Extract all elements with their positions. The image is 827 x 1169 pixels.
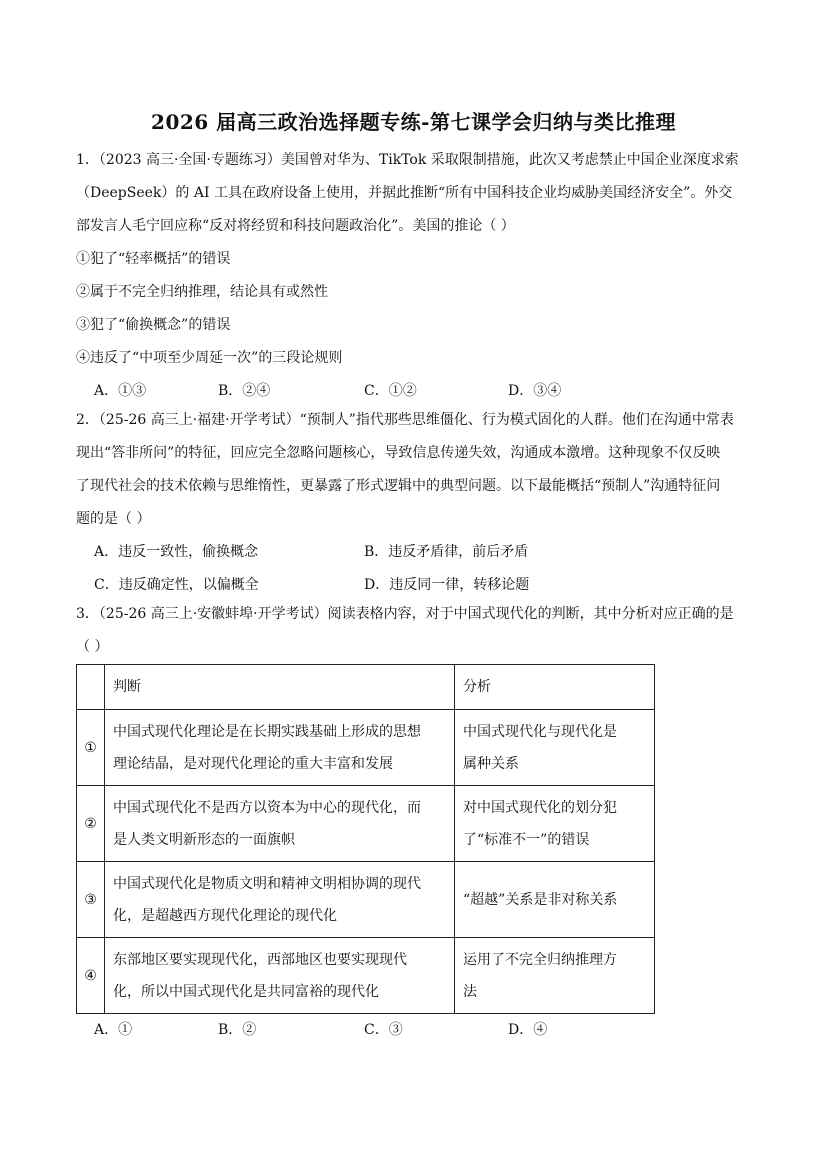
- analysis-line: 法: [463, 983, 477, 1000]
- table-row-judgement: [105, 710, 455, 786]
- analysis-line: 了“标准不一”的错误: [463, 831, 590, 848]
- question-1: [76, 144, 752, 408]
- question-1-statement-4: ④违反了“中项至少周延一次”的三段论规则: [76, 350, 343, 366]
- question-3-option-d[interactable]: D．④: [508, 1022, 548, 1038]
- judgement-line: 中国式现代化理论是在长期实践基础上形成的思想: [113, 723, 421, 740]
- question-3-answer-options: [76, 1014, 752, 1047]
- question-2-stem-line-4: 题的是（ ）: [76, 511, 151, 527]
- question-1-option-a[interactable]: A．①③: [94, 383, 147, 399]
- question-3: [76, 598, 752, 664]
- analysis-line: 对中国式现代化的划分犯: [463, 799, 617, 816]
- judgement-line: 理论结晶，是对现代化理论的重大丰富和发展: [113, 755, 393, 772]
- question-2-stem-line-1: 2．（25-26 高三上·福建·开学考试）“预制人”指代那些思维僵化、行为模式固化的人群。他们在沟通中常表: [76, 412, 734, 428]
- question-3-option-c[interactable]: C．③: [364, 1022, 403, 1038]
- table-row-analysis: [455, 938, 655, 1014]
- table-row-number: ④: [77, 938, 105, 1014]
- page-title: 2026 届高三政治选择题专练-第七课学会归纳与类比推理: [151, 110, 676, 134]
- table-row: [77, 938, 655, 1014]
- question-1-statement-1: ①犯了“轻率概括”的错误: [76, 251, 231, 267]
- table-row: [77, 862, 655, 938]
- table-header-row: [77, 665, 655, 710]
- analysis-line: 中国式现代化与现代化是: [463, 723, 617, 740]
- question-1-option-d[interactable]: D．③④: [508, 383, 562, 399]
- analysis-line: “超越”关系是非对称关系: [463, 891, 618, 908]
- table-header-analysis: 分析: [455, 665, 655, 710]
- table-row-number: ③: [77, 862, 105, 938]
- table-row-analysis: [455, 862, 655, 938]
- question-1-statement-2: ②属于不完全归纳推理，结论具有或然性: [76, 284, 328, 300]
- question-3-option-b[interactable]: B．②: [218, 1022, 257, 1038]
- question-2-stem-line-3: 了现代社会的技术依赖与思维惰性，更暴露了形式逻辑中的典型问题。以下最能概括“预制人”沟通特征问: [76, 478, 721, 494]
- table-row-number: ①: [77, 710, 105, 786]
- question-2-option-a[interactable]: A．违反一致性，偷换概念: [94, 544, 259, 560]
- question-2-option-b[interactable]: B．违反矛盾律，前后矛盾: [364, 544, 529, 560]
- question-1-option-c[interactable]: C．①②: [364, 383, 417, 399]
- question-1-stem-line-3: 部发言人毛宁回应称“反对将经贸和科技问题政治化”。美国的推论（ ）: [76, 218, 515, 234]
- question-2-stem-line-2: 现出“答非所问”的特征，回应完全忽略问题核心，导致信息传递失效，沟通成本激增。这种现象不仅反映: [76, 445, 721, 461]
- table-row-judgement: [105, 786, 455, 862]
- table-row-analysis: [455, 710, 655, 786]
- question-2-option-d[interactable]: D．违反同一律，转移论题: [364, 577, 530, 593]
- question-1-stem-line-2: （DeepSeek）的 AI 工具在政府设备上使用，并据此推断“所有中国科技企业均威胁美国经济安全”。外交: [76, 185, 733, 201]
- question-3-option-a[interactable]: A．①: [94, 1022, 133, 1038]
- judgement-line: 中国式现代化是物质文明和精神文明相协调的现代: [113, 875, 421, 892]
- analysis-line: 运用了不完全归纳推理方: [463, 951, 617, 968]
- table-row-analysis: [455, 786, 655, 862]
- table-header-cell-empty: [77, 665, 105, 710]
- table-row-judgement: [105, 862, 455, 938]
- judgement-line: 化，是超越西方现代化理论的现代化: [113, 907, 337, 924]
- question-3-stem-line-1: 3．（25-26 高三上·安徽蚌埠·开学考试）阅读表格内容，对于中国式现代化的判断，其中分析对应正确的是: [76, 606, 734, 622]
- judgement-line: 东部地区要实现现代化，西部地区也要实现现代: [113, 951, 407, 968]
- question-2-options-row-1: [76, 536, 752, 569]
- question-1-option-b[interactable]: B．②④: [218, 383, 271, 399]
- question-3-options: [76, 1014, 752, 1047]
- table-row-judgement: [105, 938, 455, 1014]
- analysis-line: 属种关系: [463, 755, 519, 772]
- question-3-table: [76, 664, 655, 1014]
- table-row: [77, 710, 655, 786]
- question-1-stem-line-1: 1．（2023 高三·全国·专题练习）美国曾对华为、TikTok 采取限制措施，此次又考虑禁止中国企业深度求索: [76, 152, 739, 168]
- judgement-line: 化，所以中国式现代化是共同富裕的现代化: [113, 983, 379, 1000]
- question-2-option-c[interactable]: C．违反确定性，以偏概全: [94, 577, 259, 593]
- table-row-number: ②: [77, 786, 105, 862]
- table-row: [77, 786, 655, 862]
- question-3-stem-line-2: （ ）: [76, 639, 109, 655]
- judgement-line: 中国式现代化不是西方以资本为中心的现代化，而: [113, 799, 421, 816]
- question-1-statement-3: ③犯了“偷换概念”的错误: [76, 317, 231, 333]
- judgement-line: 是人类文明新形态的一面旗帜: [113, 831, 295, 848]
- table-header-judgement: 判断: [105, 665, 455, 710]
- question-2: [76, 404, 752, 602]
